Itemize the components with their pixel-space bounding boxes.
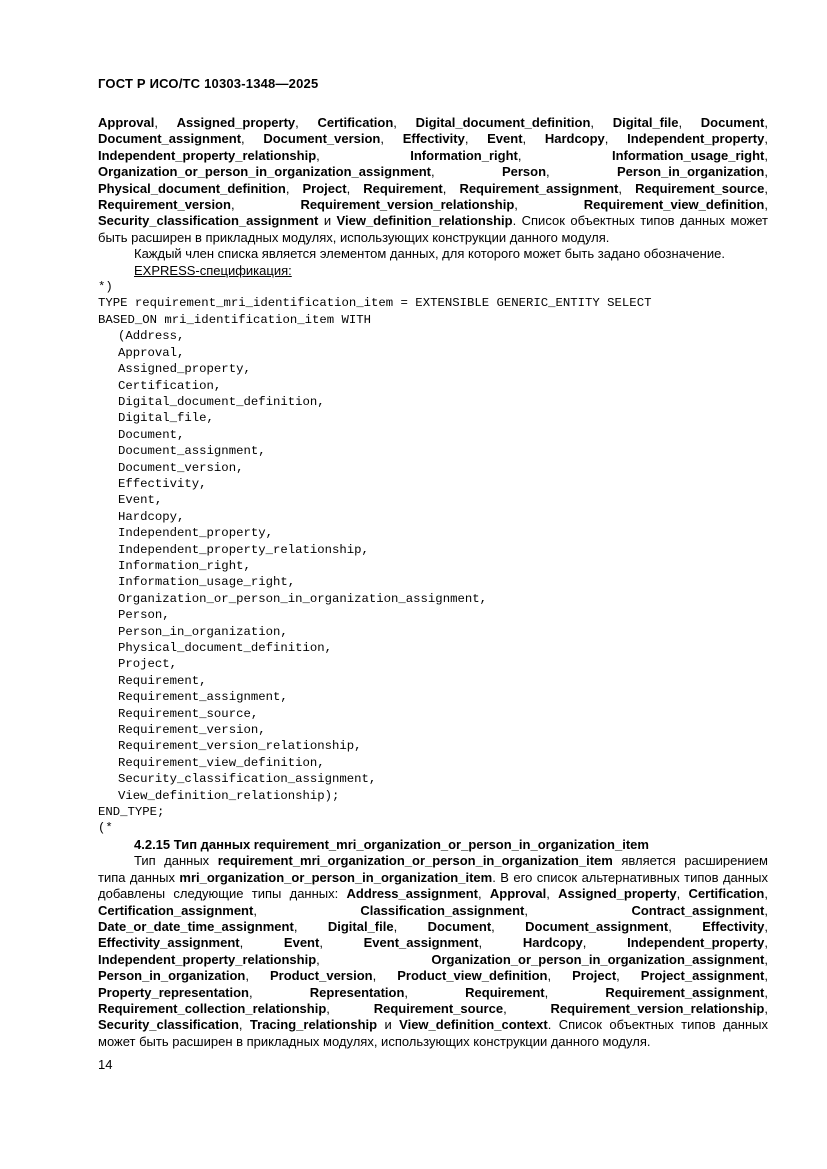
code-select-item: Requirement_version_relationship, [118, 739, 362, 754]
code-select-item: Requirement_version, [118, 723, 266, 738]
code-select-item: Security_classification_assignment, [118, 772, 377, 787]
text-run: , [478, 886, 490, 902]
text-run: , [764, 968, 768, 984]
code-select-item: Information_right, [118, 558, 251, 573]
type-name: Hardcopy [522, 935, 583, 951]
text-run: , [764, 902, 768, 918]
type-name: Product_view_definition [397, 968, 548, 984]
code-select-item: Document_version, [118, 460, 244, 475]
text-run: , [764, 918, 768, 934]
code-select-item: Document, [118, 427, 185, 442]
type-name: Requirement_assignment [605, 984, 765, 1000]
type-name: Effectivity [402, 131, 465, 147]
type-name: View_definition_context [399, 1017, 548, 1033]
type-name: Digital_document_definition [415, 115, 591, 130]
code-select-item: Project, [118, 657, 178, 672]
text-run: , [616, 968, 641, 984]
type-name: Requirement [465, 984, 545, 1000]
type-name: Certification [317, 115, 394, 130]
code-close-comment: (* [98, 821, 113, 836]
type-name: Requirement_view_definition [583, 197, 765, 213]
type-name: Requirement_collection_relationship [98, 1000, 327, 1016]
text-run: , [764, 197, 768, 213]
type-name: Document [700, 115, 765, 130]
type-name: Assigned_property [558, 886, 677, 902]
code-select-item: Independent_property_relationship, [118, 542, 369, 557]
text-run: . Список объектных типов данных может быть расширен в прикладных модулях, использующих конструкции данного модуля. [98, 1017, 768, 1049]
text-run: , [241, 131, 264, 147]
type-name: Classification_assignment [360, 902, 525, 918]
text-run: , [154, 115, 177, 130]
text-run: и [377, 1017, 400, 1033]
code-select-item: Digital_file, [118, 411, 214, 426]
type-name: Event [283, 935, 320, 951]
type-name: Requirement_assignment [459, 180, 619, 196]
text-run: , [618, 180, 636, 196]
text-run: , [253, 902, 361, 918]
text-run: , [285, 180, 303, 196]
type-name: Property_representation [98, 984, 249, 1000]
text-run: , [230, 197, 301, 213]
type-name: Certification_assignment [98, 902, 254, 918]
text-run: , [764, 1000, 768, 1016]
text-run: , [295, 115, 318, 130]
type-name: Independent_property_relationship [98, 147, 317, 163]
code-select-item: Digital_document_definition, [118, 394, 325, 409]
type-name: Person [501, 164, 547, 180]
express-label-line [98, 263, 768, 279]
type-name: Assigned_property [176, 115, 296, 130]
text-run: , [245, 968, 270, 984]
text-run: . Список объектных типов данных может быть расширен в прикладных модулях, использующих конструкции данного модуля. [98, 213, 768, 245]
type-name: Information_right [410, 147, 518, 163]
type-name: Requirement_source [373, 1000, 504, 1016]
text-run: , [316, 951, 432, 967]
text-run: , [319, 935, 364, 951]
text-run: , [544, 984, 606, 1000]
type-name: Physical_document_definition [98, 180, 286, 196]
code-select-item: Information_usage_right, [118, 575, 296, 590]
type-name: Document_version [263, 131, 381, 147]
page-number: 14 [98, 1057, 113, 1072]
code-select-item: Physical_document_definition, [118, 641, 333, 655]
code-select-item: View_definition_relationship); [118, 788, 340, 803]
express-label: EXPRESS-спецификация: [134, 262, 292, 278]
type-name: Approval [489, 886, 547, 902]
text-run: , [514, 197, 584, 213]
type-name: Document_assignment [525, 918, 669, 934]
type-name: Security_classification_assignment [98, 213, 319, 229]
type-name: Requirement_version_relationship [300, 197, 515, 213]
text-run: и [318, 213, 337, 229]
type-name: Contract_assignment [631, 902, 765, 918]
text-run: , [393, 918, 428, 934]
code-select-item: Organization_or_person_in_organization_assignment, [118, 591, 487, 606]
type-name: Independent_property [627, 131, 765, 147]
text-run: , [764, 180, 769, 196]
text-run: , [764, 164, 768, 180]
text-run: , [293, 918, 328, 934]
type-name: Address_assignment [346, 886, 479, 902]
text-run: , [764, 935, 768, 951]
type-name: Document_assignment [98, 131, 242, 147]
paragraph-type-list [98, 115, 768, 246]
code-select-item: Independent_property, [118, 526, 273, 541]
code-select-item: Assigned_property, [118, 362, 251, 377]
type-name: requirement_mri_organization_or_person_in_organization_item [217, 853, 613, 869]
code-select-item: Person_in_organization, [118, 624, 288, 639]
code-select-item: Effectivity, [118, 476, 207, 491]
text-run: , [404, 984, 466, 1000]
text-run: , [764, 951, 768, 967]
text-run: , [546, 886, 559, 902]
section-heading: 4.2.15 Тип данных requirement_mri_organization_or_person_in_organization_item [134, 836, 649, 852]
type-name: Project [302, 180, 347, 196]
type-name: View_definition_relationship [336, 213, 513, 229]
text-run: , [431, 164, 502, 180]
text-run: . В его список альтернативных типов данных добавлены следующие типы данных: [98, 869, 768, 902]
text-run: Тип данных [134, 853, 218, 869]
section-paragraph [98, 853, 768, 1050]
code-select-item: Hardcopy, [118, 509, 185, 524]
type-name: Approval [98, 115, 155, 130]
text-run: , [764, 131, 768, 147]
text-run: , [380, 131, 403, 147]
type-name: Requirement_version [98, 197, 231, 213]
text-run: , [238, 1017, 250, 1033]
text-run: , [393, 115, 416, 130]
text-run: , [326, 1000, 374, 1016]
code-select-item: Requirement_source, [118, 706, 259, 721]
type-name: Event [487, 131, 523, 147]
type-name: Effectivity [702, 918, 765, 934]
code-open-comment: *) [98, 280, 113, 295]
text-run: , [517, 147, 612, 163]
text-run: , [239, 935, 284, 951]
type-name: Organization_or_person_in_organization_assignment [98, 164, 432, 180]
type-name: Person_in_organization [617, 164, 765, 180]
text-run: , [604, 131, 628, 147]
type-name: Independent_property_relationship [98, 951, 317, 967]
type-name: Requirement [363, 180, 443, 196]
code-select-item: Requirement_view_definition, [118, 755, 325, 770]
text-run: , [590, 115, 613, 130]
text-run: , [764, 115, 768, 130]
type-name: Organization_or_person_in_organization_assignment [431, 951, 765, 967]
text-run: , [676, 886, 689, 902]
code-type-line-2: BASED_ON mri_identification_item WITH [98, 312, 372, 327]
type-name: Person_in_organization [98, 968, 246, 984]
text-run: , [522, 131, 545, 147]
type-name: Security_classification [98, 1017, 239, 1033]
type-name: Certification [688, 886, 765, 902]
type-name: Independent_property [627, 935, 765, 951]
type-name: Hardcopy [544, 131, 605, 147]
type-name: Requirement_version_relationship [550, 1000, 765, 1016]
code-type-line-1: TYPE requirement_mri_identification_item = EXTENSIBLE GENERIC_ENTITY SELECT [98, 296, 652, 311]
text-run: , [546, 164, 617, 180]
text-run: , [524, 902, 632, 918]
paragraph-element-note: Каждый член списка является элементом данных, для которого может быть задано обозначение. [134, 246, 725, 262]
text-run: , [464, 131, 488, 147]
code-select-item: (Address, [118, 329, 185, 344]
text-run: , [346, 180, 364, 196]
text-run: , [764, 147, 768, 163]
text-run: , [491, 918, 526, 934]
type-name: Project [572, 968, 617, 984]
type-name: Event_assignment [363, 935, 479, 951]
text-run: , [547, 968, 573, 984]
type-name: Effectivity_assignment [98, 935, 240, 951]
text-run: , [372, 968, 398, 984]
text-run: , [764, 984, 768, 1000]
type-name: Tracing_relationship [249, 1017, 378, 1033]
code-select-item: Requirement_assignment, [118, 690, 288, 705]
code-end-type: END_TYPE; [98, 805, 165, 820]
text-run: , [678, 115, 701, 130]
code-select-item: Approval, [118, 345, 185, 360]
code-select-list [98, 328, 768, 804]
type-name: Date_or_date_time_assignment [98, 918, 294, 934]
text-run: , [582, 935, 628, 951]
type-name: Information_usage_right [611, 147, 765, 163]
type-name: Digital_file [612, 115, 679, 130]
type-name: Product_version [270, 968, 373, 984]
type-name: Requirement_source [635, 180, 765, 196]
text-run: является расширением типа данных [98, 853, 768, 885]
text-run: , [478, 935, 523, 951]
code-select-item: Certification, [118, 378, 222, 393]
type-name: mri_organization_or_person_in_organization_item [179, 869, 493, 885]
text-run: , [442, 180, 460, 196]
code-select-item: Event, [118, 493, 163, 508]
text-run: , [764, 886, 768, 902]
document-header: ГОСТ Р ИСО/ТС 10303-1348—2025 [98, 76, 319, 91]
code-select-item: Person, [118, 608, 170, 623]
code-select-item: Document_assignment, [118, 444, 266, 459]
text-run: , [249, 984, 310, 1000]
code-select-item: Requirement, [118, 673, 207, 688]
text-run: , [668, 918, 703, 934]
text-run: , [316, 147, 411, 163]
page-content [98, 115, 768, 1050]
type-name: Project_assignment [640, 968, 765, 984]
type-name: Digital_file [327, 918, 394, 934]
text-run: , [503, 1000, 551, 1016]
type-name: Document [427, 918, 492, 934]
type-name: Representation [309, 984, 405, 1000]
